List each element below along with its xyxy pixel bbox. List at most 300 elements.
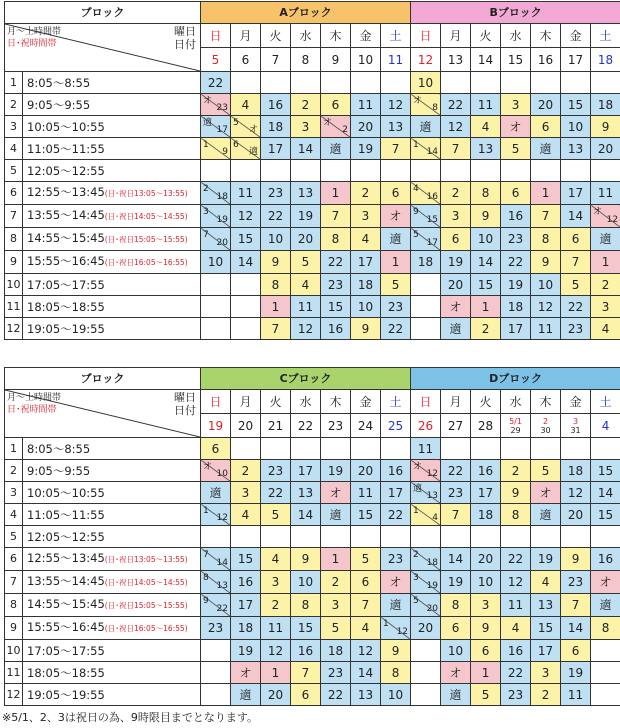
schedule-cell: 8 bbox=[591, 617, 620, 640]
time-range: 9:05〜9:55 bbox=[27, 97, 91, 112]
cell-value-lower: 12 bbox=[606, 215, 619, 225]
schedule-cell: 17 bbox=[561, 182, 591, 205]
cell-value-lower: 18 bbox=[426, 558, 439, 568]
cell-value-lower: 22 bbox=[216, 604, 228, 614]
schedule-cell bbox=[411, 296, 441, 318]
period-row bbox=[5, 182, 620, 205]
weekday-cell: 金 bbox=[351, 390, 381, 414]
date-cell: 26 bbox=[411, 414, 441, 438]
schedule-cell: 22 bbox=[381, 318, 411, 340]
schedule-grid bbox=[4, 367, 620, 706]
schedule-cell: 20 bbox=[351, 460, 381, 482]
schedule-cell: 12 bbox=[291, 318, 321, 340]
time-range: 17:05〜17:55 bbox=[27, 277, 105, 292]
schedule-cell bbox=[411, 482, 441, 504]
period-number: 12 bbox=[5, 318, 23, 340]
schedule-cell: 10 bbox=[441, 640, 471, 662]
weekday-cell: 火 bbox=[471, 24, 501, 48]
schedule-cell bbox=[411, 182, 441, 205]
schedule-cell: 18 bbox=[411, 251, 441, 274]
schedule-cell bbox=[261, 526, 291, 548]
schedule-cell bbox=[381, 72, 411, 94]
date-cell: 13 bbox=[441, 48, 471, 72]
schedule-cell bbox=[501, 160, 531, 182]
period-time bbox=[23, 182, 201, 205]
schedule-cell bbox=[441, 72, 471, 94]
period-time bbox=[23, 504, 201, 526]
schedule-cell: 10 bbox=[381, 684, 411, 706]
schedule-cell: 22 bbox=[381, 504, 411, 526]
cell-value-lower: 17 bbox=[216, 125, 228, 135]
schedule-cell: 19 bbox=[351, 138, 381, 160]
schedule-cell bbox=[291, 438, 321, 460]
period-row bbox=[5, 274, 620, 296]
schedule-cell: 6 bbox=[381, 182, 411, 205]
schedule-cell: 2 bbox=[291, 94, 321, 116]
schedule-cell: 10 bbox=[531, 274, 561, 296]
schedule-cell: 適 bbox=[381, 228, 411, 251]
weekday-slot-caption: 月〜土時間帯 bbox=[7, 27, 62, 37]
schedule-cell bbox=[261, 72, 291, 94]
schedule-cell: オ bbox=[381, 205, 411, 228]
weekday-caption: 曜日 bbox=[174, 391, 196, 404]
schedule-cell: 20 bbox=[441, 274, 471, 296]
schedule-cell: 14 bbox=[231, 251, 261, 274]
cell-value-lower: 9 bbox=[222, 147, 228, 157]
weekday-cell: 水 bbox=[291, 24, 321, 48]
cell-value-lower: オ bbox=[248, 125, 258, 135]
period-row bbox=[5, 548, 620, 571]
schedule-cell bbox=[531, 160, 561, 182]
schedule-cell: 16 bbox=[591, 548, 620, 571]
weekday-cell: 火 bbox=[261, 390, 291, 414]
schedule-cell: 8 bbox=[531, 228, 561, 251]
schedule-cell: 11 bbox=[411, 438, 441, 460]
weekday-caption: 曜日 bbox=[174, 25, 196, 38]
schedule-cell: 適 bbox=[381, 594, 411, 617]
holiday-time-range: (日･祝日16:05〜16:55) bbox=[104, 624, 188, 633]
period-row bbox=[5, 138, 620, 160]
schedule-cell: 3 bbox=[591, 296, 620, 318]
schedule-cell: 9 bbox=[471, 617, 501, 640]
schedule-cell: 23 bbox=[321, 662, 351, 684]
schedule-cell: 1 bbox=[471, 296, 501, 318]
holiday-time-range: (日･祝日15:05〜15:55) bbox=[104, 235, 188, 244]
schedule-cell bbox=[411, 460, 441, 482]
date-cell bbox=[561, 414, 591, 438]
schedule-cell: 7 bbox=[261, 318, 291, 340]
schedule-cell: 4 bbox=[471, 116, 501, 138]
period-number: 2 bbox=[5, 460, 23, 482]
weekday-cell: 火 bbox=[261, 24, 291, 48]
cell-value-upper: 5 bbox=[233, 118, 239, 128]
schedule-cell: 22 bbox=[201, 72, 231, 94]
schedule-cell: 7 bbox=[441, 138, 471, 160]
period-number: 11 bbox=[5, 296, 23, 318]
schedule-cell: 8 bbox=[381, 662, 411, 684]
schedule-cell bbox=[201, 318, 231, 340]
date-secondary: 31 bbox=[570, 425, 581, 435]
time-range: 12:55〜13:45 bbox=[27, 551, 105, 565]
block-label: ブロック bbox=[5, 368, 201, 390]
schedule-cell: 14 bbox=[291, 138, 321, 160]
schedule-cell: 10 bbox=[471, 571, 501, 594]
period-row bbox=[5, 251, 620, 274]
schedule-cell: 16 bbox=[381, 460, 411, 482]
schedule-cell: 23 bbox=[381, 548, 411, 571]
period-row bbox=[5, 526, 620, 548]
schedule-cell bbox=[381, 526, 411, 548]
schedule-cell: 4 bbox=[291, 274, 321, 296]
cell-value-lower: 適 bbox=[248, 147, 258, 157]
schedule-cell: 9 bbox=[591, 116, 620, 138]
schedule-cell: 22 bbox=[501, 548, 531, 571]
schedule-cell: 11 bbox=[531, 318, 561, 340]
holiday-time-range: (日･祝日14:05〜14:55) bbox=[104, 212, 188, 221]
schedule-cell bbox=[411, 548, 441, 571]
schedule-cell: 適 bbox=[591, 594, 620, 617]
schedule-cell: 15 bbox=[531, 617, 561, 640]
schedule-cell: 17 bbox=[381, 482, 411, 504]
time-range: 14:55〜15:45 bbox=[27, 597, 105, 611]
schedule-cell: 23 bbox=[441, 482, 471, 504]
weekday-cell: 水 bbox=[501, 24, 531, 48]
schedule-cell bbox=[591, 160, 620, 182]
schedule-cell: 19 bbox=[531, 548, 561, 571]
weekday-cell: 土 bbox=[381, 390, 411, 414]
schedule-cell bbox=[201, 138, 231, 160]
schedule-cell bbox=[201, 274, 231, 296]
cell-value-upper: 9 bbox=[203, 596, 209, 606]
schedule-cell bbox=[201, 548, 231, 571]
block-header-row bbox=[5, 2, 620, 24]
schedule-cell bbox=[291, 526, 321, 548]
schedule-cell: 17 bbox=[291, 460, 321, 482]
date-cell: 14 bbox=[471, 48, 501, 72]
time-range: 8:05〜8:55 bbox=[27, 441, 91, 456]
schedule-cell: 6 bbox=[561, 228, 591, 251]
cell-value-lower: 19 bbox=[216, 215, 228, 225]
schedule-cell: 16 bbox=[501, 205, 531, 228]
schedule-cell: 22 bbox=[321, 684, 351, 706]
schedule-cell: 2 bbox=[501, 460, 531, 482]
schedule-cell bbox=[411, 571, 441, 594]
schedule-cell bbox=[231, 438, 261, 460]
schedule-cell: 22 bbox=[261, 482, 291, 504]
schedule-cell bbox=[501, 72, 531, 94]
block-name: Dブロック bbox=[411, 368, 620, 390]
schedule-cell: 18 bbox=[501, 296, 531, 318]
date-cell: 16 bbox=[531, 48, 561, 72]
period-number: 6 bbox=[5, 548, 23, 571]
schedule-cell bbox=[501, 438, 531, 460]
schedule-cell: 2 bbox=[471, 318, 501, 340]
schedule-cell: 2 bbox=[531, 684, 561, 706]
header-corner bbox=[5, 24, 201, 72]
time-range: 11:05〜11:55 bbox=[27, 507, 105, 522]
schedule-cell bbox=[411, 138, 441, 160]
schedule-cell: 1 bbox=[261, 296, 291, 318]
date-holiday: 5/1 bbox=[509, 416, 522, 426]
weekday-cell: 月 bbox=[441, 24, 471, 48]
schedule-cell: 17 bbox=[231, 594, 261, 617]
period-time bbox=[23, 251, 201, 274]
date-cell: 12 bbox=[411, 48, 441, 72]
cell-value-upper: 4 bbox=[413, 184, 419, 194]
time-range: 12:55〜13:45 bbox=[27, 185, 105, 199]
weekday-cell: 水 bbox=[501, 390, 531, 414]
schedule-cell bbox=[321, 72, 351, 94]
period-time bbox=[23, 482, 201, 504]
schedule-cell: 16 bbox=[501, 640, 531, 662]
cell-value-upper: 9 bbox=[413, 207, 419, 217]
weekday-cell: 木 bbox=[531, 24, 561, 48]
period-row bbox=[5, 571, 620, 594]
schedule-cell bbox=[531, 438, 561, 460]
schedule-cell bbox=[201, 160, 231, 182]
time-range: 8:05〜8:55 bbox=[27, 75, 91, 90]
holiday-slot-caption: 日･祝時間帯 bbox=[7, 39, 57, 49]
schedule-cell: 9 bbox=[501, 482, 531, 504]
period-row bbox=[5, 482, 620, 504]
cell-value-lower: 16 bbox=[426, 192, 439, 202]
schedule-cell: 3 bbox=[471, 594, 501, 617]
schedule-cell: 23 bbox=[501, 684, 531, 706]
schedule-cell: 11 bbox=[591, 182, 620, 205]
period-row bbox=[5, 504, 620, 526]
schedule-cell: オ bbox=[321, 482, 351, 504]
schedule-cell: 2 bbox=[231, 460, 261, 482]
schedule-cell: 10 bbox=[471, 228, 501, 251]
schedule-cell: 適 bbox=[441, 318, 471, 340]
schedule-cell bbox=[231, 72, 261, 94]
period-time bbox=[23, 684, 201, 706]
schedule-cell: 19 bbox=[441, 571, 471, 594]
period-time bbox=[23, 116, 201, 138]
schedule-table-ab bbox=[4, 1, 619, 340]
cell-value-lower: 14 bbox=[216, 558, 228, 568]
schedule-cell: 10 bbox=[291, 571, 321, 594]
schedule-cell bbox=[561, 72, 591, 94]
block-name: Bブロック bbox=[411, 2, 620, 24]
schedule-cell: 18 bbox=[351, 274, 381, 296]
schedule-cell: 14 bbox=[591, 482, 620, 504]
cell-value-upper: 3 bbox=[203, 207, 209, 217]
cell-value-lower: 12 bbox=[396, 627, 409, 637]
schedule-cell: 3 bbox=[351, 205, 381, 228]
schedule-cell: 6 bbox=[441, 228, 471, 251]
weekday-cell: 日 bbox=[411, 24, 441, 48]
schedule-cell: 22 bbox=[501, 662, 531, 684]
schedule-cell: 1 bbox=[471, 662, 501, 684]
date-cell: 6 bbox=[231, 48, 261, 72]
period-row bbox=[5, 72, 620, 94]
schedule-cell bbox=[411, 205, 441, 228]
schedule-cell: 5 bbox=[471, 684, 501, 706]
block-header-row bbox=[5, 368, 620, 390]
schedule-cell bbox=[201, 116, 231, 138]
schedule-cell: 12 bbox=[531, 296, 561, 318]
period-time bbox=[23, 571, 201, 594]
schedule-cell: 14 bbox=[471, 251, 501, 274]
schedule-cell bbox=[411, 228, 441, 251]
schedule-cell: 13 bbox=[531, 594, 561, 617]
schedule-cell: 12 bbox=[261, 640, 291, 662]
period-number: 3 bbox=[5, 482, 23, 504]
weekday-cell: 土 bbox=[381, 24, 411, 48]
schedule-cell: 6 bbox=[351, 571, 381, 594]
cell-value-upper: オ bbox=[413, 462, 423, 472]
schedule-cell bbox=[201, 640, 231, 662]
time-range: 13:55〜14:45 bbox=[27, 208, 105, 222]
schedule-cell: 9 bbox=[561, 548, 591, 571]
period-time bbox=[23, 594, 201, 617]
schedule-cell: 13 bbox=[561, 138, 591, 160]
schedule-cell: 適 bbox=[441, 684, 471, 706]
cell-value-upper: オ bbox=[413, 96, 423, 106]
schedule-cell bbox=[411, 94, 441, 116]
cell-value-upper: 5 bbox=[413, 230, 419, 240]
weekday-cell: 水 bbox=[291, 390, 321, 414]
schedule-cell: 5 bbox=[381, 274, 411, 296]
schedule-cell bbox=[531, 526, 561, 548]
weekday-cell: 土 bbox=[591, 390, 620, 414]
time-range: 18:05〜18:55 bbox=[27, 299, 105, 314]
schedule-cell: 6 bbox=[531, 116, 561, 138]
schedule-cell: 7 bbox=[321, 205, 351, 228]
schedule-cell: 19 bbox=[291, 205, 321, 228]
weekday-cell: 金 bbox=[351, 24, 381, 48]
schedule-cell bbox=[291, 160, 321, 182]
schedule-cell: 10 bbox=[261, 228, 291, 251]
schedule-cell: 9 bbox=[261, 251, 291, 274]
schedule-cell: 3 bbox=[231, 482, 261, 504]
period-time bbox=[23, 640, 201, 662]
period-number: 1 bbox=[5, 438, 23, 460]
schedule-cell: 15 bbox=[291, 617, 321, 640]
schedule-cell: 7 bbox=[291, 662, 321, 684]
schedule-cell: 18 bbox=[231, 617, 261, 640]
date-cell: 9 bbox=[321, 48, 351, 72]
holiday-time-range: (日･祝日13:05〜13:55) bbox=[104, 189, 188, 198]
cell-value-lower: 12 bbox=[426, 469, 439, 479]
date-cell: 11 bbox=[381, 48, 411, 72]
cell-value-upper: 1 bbox=[383, 619, 389, 629]
schedule-cell bbox=[381, 160, 411, 182]
schedule-cell: 22 bbox=[561, 296, 591, 318]
weekday-cell: 火 bbox=[471, 390, 501, 414]
schedule-cell bbox=[321, 438, 351, 460]
schedule-cell: 20 bbox=[291, 228, 321, 251]
schedule-cell: 8 bbox=[471, 182, 501, 205]
cell-value-lower: 10 bbox=[216, 469, 228, 479]
schedule-cell: オ bbox=[231, 662, 261, 684]
schedule-cell: 14 bbox=[291, 504, 321, 526]
schedule-cell: オ bbox=[531, 482, 561, 504]
schedule-cell bbox=[351, 438, 381, 460]
schedule-cell: 6 bbox=[201, 438, 231, 460]
period-row bbox=[5, 662, 620, 684]
schedule-cell bbox=[441, 526, 471, 548]
schedule-cell: 7 bbox=[561, 594, 591, 617]
schedule-cell bbox=[591, 205, 620, 228]
schedule-cell bbox=[441, 160, 471, 182]
period-row bbox=[5, 160, 620, 182]
schedule-cell: 8 bbox=[291, 594, 321, 617]
period-time bbox=[23, 438, 201, 460]
cell-value-lower: 2 bbox=[342, 125, 348, 135]
schedule-cell: 10 bbox=[201, 251, 231, 274]
schedule-cell bbox=[471, 438, 501, 460]
cell-value-upper: 適 bbox=[413, 484, 423, 494]
block-name: Cブロック bbox=[201, 368, 411, 390]
schedule-cell: 23 bbox=[561, 318, 591, 340]
cell-value-upper: オ bbox=[203, 96, 213, 106]
cell-value-upper: 1 bbox=[203, 506, 209, 516]
date-secondary: 29 bbox=[510, 425, 521, 435]
schedule-cell: 22 bbox=[321, 251, 351, 274]
period-number: 7 bbox=[5, 571, 23, 594]
schedule-cell: 12 bbox=[561, 482, 591, 504]
cell-value-lower: 17 bbox=[426, 238, 439, 248]
schedule-cell: 11 bbox=[231, 182, 261, 205]
period-number: 11 bbox=[5, 662, 23, 684]
cell-value-lower: 13 bbox=[216, 581, 228, 591]
period-time bbox=[23, 617, 201, 640]
cell-value-upper: 2 bbox=[203, 184, 209, 194]
schedule-cell: 15 bbox=[471, 274, 501, 296]
schedule-cell: 16 bbox=[321, 318, 351, 340]
cell-value-upper: 7 bbox=[203, 230, 209, 240]
cell-value-upper: 1 bbox=[413, 140, 419, 150]
schedule-cell: 適 bbox=[231, 684, 261, 706]
schedule-cell bbox=[231, 116, 261, 138]
cell-value-upper: 3 bbox=[413, 573, 419, 583]
period-time bbox=[23, 318, 201, 340]
time-range: 19:05〜19:55 bbox=[27, 687, 105, 702]
schedule-cell bbox=[321, 116, 351, 138]
schedule-cell: オ bbox=[441, 662, 471, 684]
schedule-cell bbox=[231, 138, 261, 160]
schedule-cell: 15 bbox=[591, 460, 620, 482]
schedule-cell: 12 bbox=[231, 205, 261, 228]
schedule-cell: 8 bbox=[261, 274, 291, 296]
schedule-cell: 23 bbox=[381, 296, 411, 318]
schedule-cell: 6 bbox=[561, 640, 591, 662]
schedule-cell bbox=[411, 160, 441, 182]
holiday-time-range: (日･祝日14:05〜14:55) bbox=[104, 578, 188, 587]
schedule-cell: 16 bbox=[291, 640, 321, 662]
period-row bbox=[5, 617, 620, 640]
period-time bbox=[23, 296, 201, 318]
schedule-cell: 5 bbox=[561, 274, 591, 296]
block-label: ブロック bbox=[5, 2, 201, 24]
schedule-cell: 1 bbox=[531, 182, 561, 205]
time-range: 9:05〜9:55 bbox=[27, 463, 91, 478]
schedule-cell: 9 bbox=[291, 548, 321, 571]
schedule-cell: 1 bbox=[261, 662, 291, 684]
schedule-cell bbox=[201, 684, 231, 706]
weekday-slot-caption: 月〜土時間帯 bbox=[7, 393, 62, 403]
schedule-cell: 17 bbox=[351, 251, 381, 274]
schedule-cell bbox=[411, 318, 441, 340]
schedule-cell: 17 bbox=[471, 482, 501, 504]
schedule-cell bbox=[441, 438, 471, 460]
cell-value-upper: 5 bbox=[413, 596, 419, 606]
schedule-cell: 4 bbox=[531, 571, 561, 594]
schedule-cell: 適 bbox=[531, 138, 561, 160]
date-cell: 27 bbox=[441, 414, 471, 438]
